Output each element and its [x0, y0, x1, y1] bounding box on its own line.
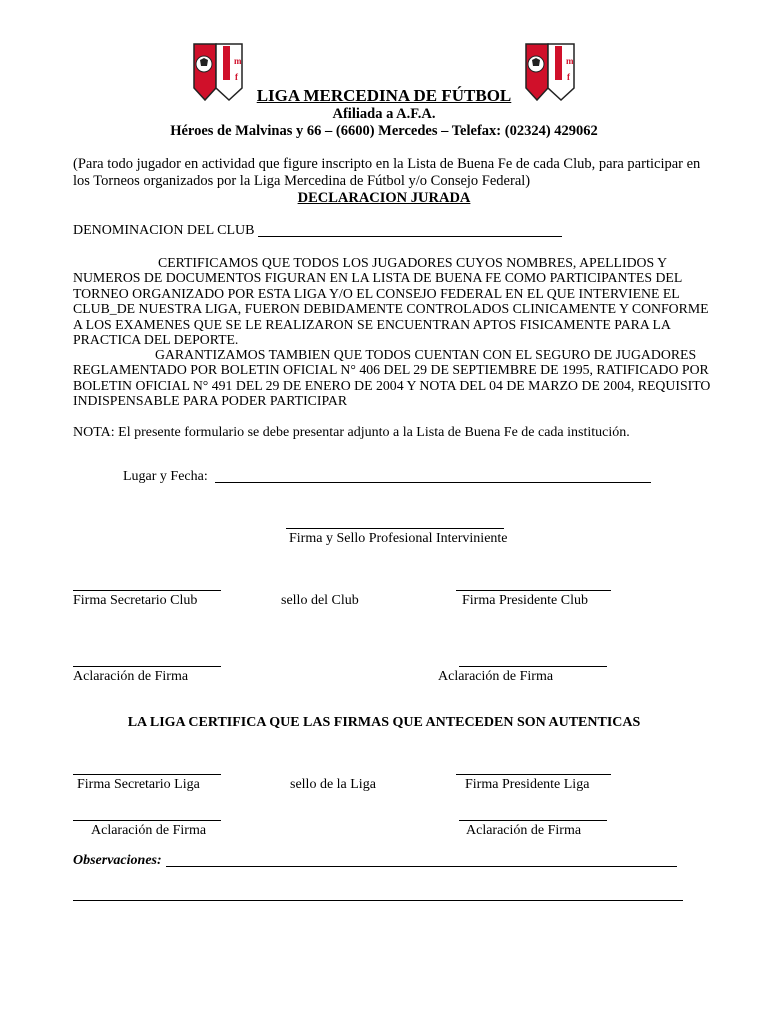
club-name-line[interactable] [258, 236, 562, 237]
place-date-label: Lugar y Fecha: [123, 469, 208, 484]
league-secretary-signature-line[interactable] [73, 774, 221, 775]
club-name-label: DENOMINACION DEL CLUB [73, 223, 255, 238]
club-secretary-signature-line[interactable] [73, 590, 221, 591]
league-clarification-right-label: Aclaración de Firma [466, 823, 582, 838]
league-president-label: Firma Presidente Liga [465, 777, 590, 792]
observations-line-2[interactable] [73, 900, 683, 901]
club-clarification-right-label: Aclaración de Firma [438, 669, 554, 684]
league-address: Héroes de Malvinas y 66 – (6600) Mercedes – Telefax: (02324) 429062 [170, 123, 598, 139]
club-president-label: Firma Presidente Club [462, 593, 588, 608]
svg-text:m: m [234, 56, 242, 66]
professional-signature-line[interactable] [286, 528, 504, 529]
observations-line-1[interactable] [166, 866, 677, 867]
club-clarification-left-line[interactable] [73, 666, 221, 667]
svg-text:f: f [235, 72, 238, 82]
league-title: LIGA MERCEDINA DE FÚTBOL [256, 86, 512, 105]
affiliation: Afiliada a A.F.A. [332, 106, 436, 122]
club-clarification-right-line[interactable] [459, 666, 607, 667]
league-clarification-left-line[interactable] [73, 820, 221, 821]
league-clarification-left-label: Aclaración de Firma [91, 823, 207, 838]
guarantee-text: GARANTIZAMOS TAMBIEN QUE TODOS CUENTAN CON EL SEGURO DE JUGADORES REGLAMENTADO POR BOLETIN OFICIAL N° 406 DEL 29 DE SEPTIEMBRE DE 1995, RATIFICADO POR BOLETIN OFICIAL N° 491 DEL 29 DE ENERO DE 2004 Y NOTA DEL 04 DE MARZO DE 2004, REQUISITO INDISPENSABLE PARA PODER PARTICIPAR [73, 347, 711, 409]
club-secretary-label: Firma Secretario Club [73, 593, 198, 608]
league-seal-label: sello de la Liga [290, 777, 376, 792]
league-clarification-right-line[interactable] [459, 820, 607, 821]
league-certifies-text: LA LIGA CERTIFICA QUE LAS FIRMAS QUE ANTECEDEN SON AUTENTICAS [127, 715, 641, 730]
club-president-signature-line[interactable] [456, 590, 611, 591]
note-text: NOTA: El presente formulario se debe presentar adjunto a la Lista de Buena Fe de cada institución. [73, 425, 630, 440]
certify-text: CERTIFICAMOS QUE TODOS LOS JUGADORES CUYOS NOMBRES, APELLIDOS Y NUMEROS DE DOCUMENTOS FIGURAN EN LA LISTA DE BUENA FE COMO PARTICIPANTES DEL TORNEO ORGANIZADO POR ESTA LIGA Y/O EL CONSEJO FEDERAL EN EL QUE INTERVIENE EL CLUB_DE NUESTRA LIGA, FUERON DEBIDAMENTE CONTROLADOS CLINICAMENTE Y CONFORME A LOS EXAMENES QUE SE LE REALIZARON SE ENCUENTRAN APTOS FISICAMENTE PARA LA PRACTICA DEL DEPORTE. [73, 255, 709, 348]
declaration-title: DECLARACION JURADA [297, 190, 471, 206]
observations-label: Observaciones: [73, 853, 162, 868]
professional-signature-label: Firma y Sello Profesional Interviniente [289, 531, 508, 546]
club-clarification-left-label: Aclaración de Firma [73, 669, 189, 684]
svg-text:m: m [566, 56, 574, 66]
club-seal-label: sello del Club [281, 593, 359, 608]
league-secretary-label: Firma Secretario Liga [77, 777, 200, 792]
svg-text:f: f [567, 72, 570, 82]
intro-text: (Para todo jugador en actividad que figure inscripto en la Lista de Buena Fe de cada Club, para participar en los Torneos organizados por la Liga Mercedina de Fútbol y/o Consejo Federal) [73, 156, 701, 189]
place-date-line[interactable] [215, 482, 651, 483]
league-president-signature-line[interactable] [456, 774, 611, 775]
